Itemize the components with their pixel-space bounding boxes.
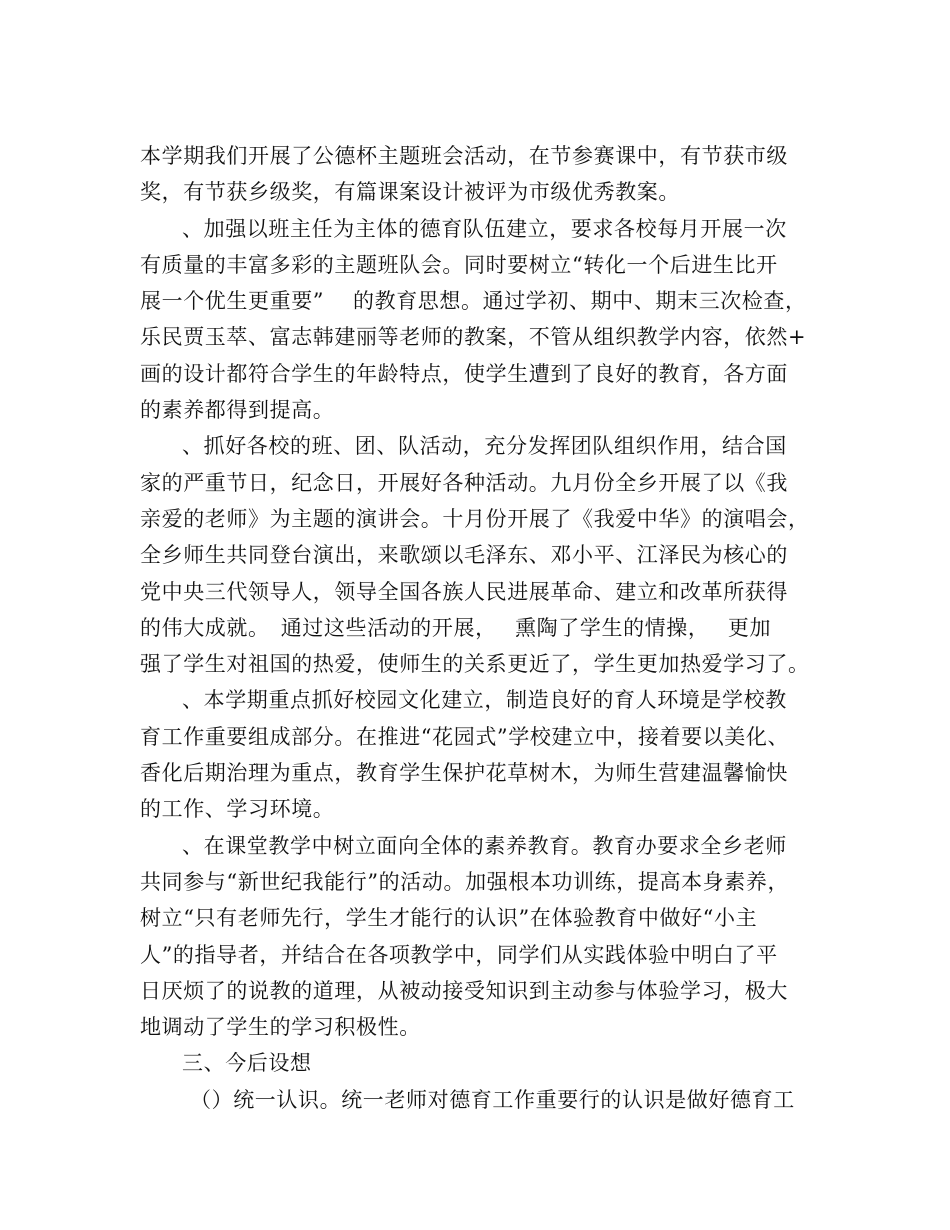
text-line: 本学期我们开展了公德杯主题班会活动，在节参赛课中，有节获市级 — [140, 144, 788, 168]
text-line: 树立“只有老师先行，学生才能行的认识”在体验教育中做好“小主 — [140, 906, 758, 931]
text-line: 展一个优生更重要” 的教育思想。通过学初、期中、期末三次检查， — [140, 289, 807, 314]
text-line: 日厌烦了的说教的道理，从被动接受知识到主动参与体验学习，极大 — [140, 978, 788, 1003]
text-line: 强了学生对祖国的热爱，使师生的关系更近了，学生更加热爱学习了。 — [140, 652, 810, 677]
text-line: 奖，有节获乡级奖，有篇课案设计被评为市级优秀教案。 — [140, 180, 680, 205]
text-line: 育工作重要组成部分。在推进“花园式”学校建立中，接着要以美化、 — [140, 724, 790, 749]
text-line: 家的严重节日，纪念日，开展好各种活动。九月份全乡开展了以《我 — [140, 470, 788, 495]
text-line: 地调动了学生的学习积极性。 — [140, 1015, 421, 1040]
text-line: 的伟大成就。 通过这些活动的开展， 熏陶了学生的情操， 更加 — [140, 615, 772, 640]
text-line: 共同参与“新世纪我能行”的活动。加强根本功训练，提高本身素养， — [140, 869, 790, 894]
text-line: 党中央三代领导人，领导全国各族人民进展革命、建立和改革所获得 — [140, 579, 788, 604]
text-line: 人”的指导者，并结合在各项教学中，同学们从实践体验中明白了平 — [140, 942, 778, 967]
text-line: 亲爱的老师》为主题的演讲会。十月份开展了《我爱中华》的演唱会， — [140, 506, 810, 531]
paragraph-start-line: 、在课堂教学中树立面向全体的素养教育。教育办要求全乡老师 — [182, 833, 787, 858]
document-body — [140, 138, 830, 1118]
text-line: 的素养都得到提高。 — [140, 398, 335, 423]
paragraph-start-line: （）统一认识。统一老师对德育工作重要行的认识是做好德育工 — [190, 1087, 795, 1112]
text-line: 有质量的丰富多彩的主题班队会。同时要树立“转化一个后进生比开 — [140, 252, 778, 277]
section-heading: 三、今后设想 — [182, 1051, 312, 1076]
text-line: 香化后期治理为重点，教育学生保护花草树木，为师生营建温馨愉快 — [140, 761, 788, 786]
text-line: 画的设计都符合学生的年龄特点，使学生遭到了良好的教育，各方面 — [140, 361, 788, 386]
paragraph-start-line: 、抓好各校的班、团、队活动，充分发挥团队组织作用，结合国 — [182, 434, 787, 459]
paragraph-start-line: 、本学期重点抓好校园文化建立，制造良好的育人环境是学校教 — [182, 688, 787, 713]
text-line: 全乡师生共同登台演出，来歌颂以毛泽东、邓小平、江泽民为核心的 — [140, 543, 788, 568]
paragraph-start-line: 、加强以班主任为主体的德育队伍建立，要求各校每月开展一次 — [182, 216, 787, 241]
text-line: 的工作、学习环境。 — [140, 797, 335, 822]
text-line: 乐民贾玉萃、富志韩建丽等老师的教案，不管从组织教学内容，依然+ — [140, 325, 807, 350]
